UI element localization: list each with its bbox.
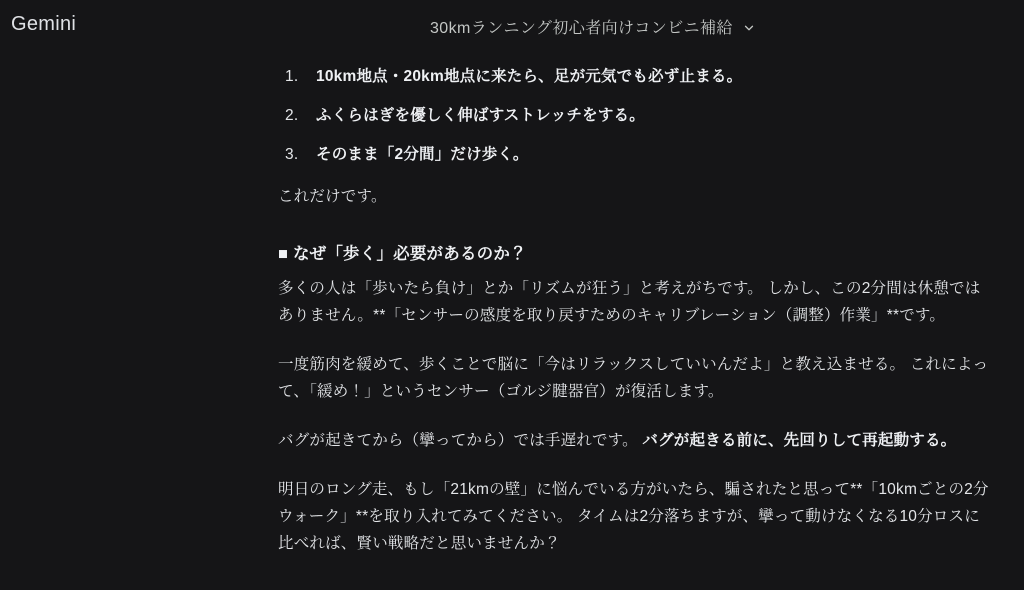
paragraph [278, 427, 990, 454]
list-text: 10km地点・20km地点に来たら、足が元気でも必ず止まる。 [316, 68, 743, 85]
list-number: 1. [285, 68, 299, 85]
list-item [285, 141, 990, 168]
text-run: 一度筋肉を緩めて、歩くことで脳に「今はリラックスしていいんだよ」と教え込ませる。 これによって、「緩め！」というセンサー（ゴルジ腱器官）が復活します。 [278, 356, 989, 400]
list-item [285, 102, 990, 129]
section-heading: ■ なぜ「歩く」必要があるのか？ [278, 245, 527, 263]
list-text: ふくらはぎを優しく伸ばすストレッチをする。 [316, 107, 645, 124]
paragraph [278, 476, 990, 557]
text-run: バグが起きる前に、先回りして再起動する。 [642, 432, 957, 449]
paragraph [278, 275, 990, 329]
paragraph-intro: これだけです。 [278, 188, 387, 205]
paragraph [278, 351, 990, 405]
list-number: 2. [285, 107, 299, 124]
text-run: 明日のロング走、もし「21kmの壁」に悩んでいる方がいたら、騙されたと思って**「10kmごとの2分ウォーク」**を取り入れてみてください。 タイムは2分落ちますが、攣って動けなくなる10分ロスに比べれば、賢い戦略だと思いませんか？ [278, 481, 989, 552]
text-run: バグが起きてから（攣ってから）では手遅れです。 [278, 432, 643, 449]
list-text: そのまま「2分間」だけ歩く。 [316, 146, 529, 163]
gemini-logo[interactable]: Gemini [11, 13, 77, 35]
message-content [278, 0, 990, 579]
steps-list [278, 63, 990, 168]
list-number: 3. [285, 146, 299, 163]
text-run: 多くの人は「歩いたら負け」とか「リズムが狂う」と考えがちです。 しかし、この2分間は休憩ではありません。**「センサーの感度を取り戻すためのキャリブレーション（調整）作業」**です。 [278, 280, 981, 324]
conversation-title: 30kmランニング初心者向けコンビニ補給 [430, 20, 733, 37]
list-item [285, 63, 990, 90]
